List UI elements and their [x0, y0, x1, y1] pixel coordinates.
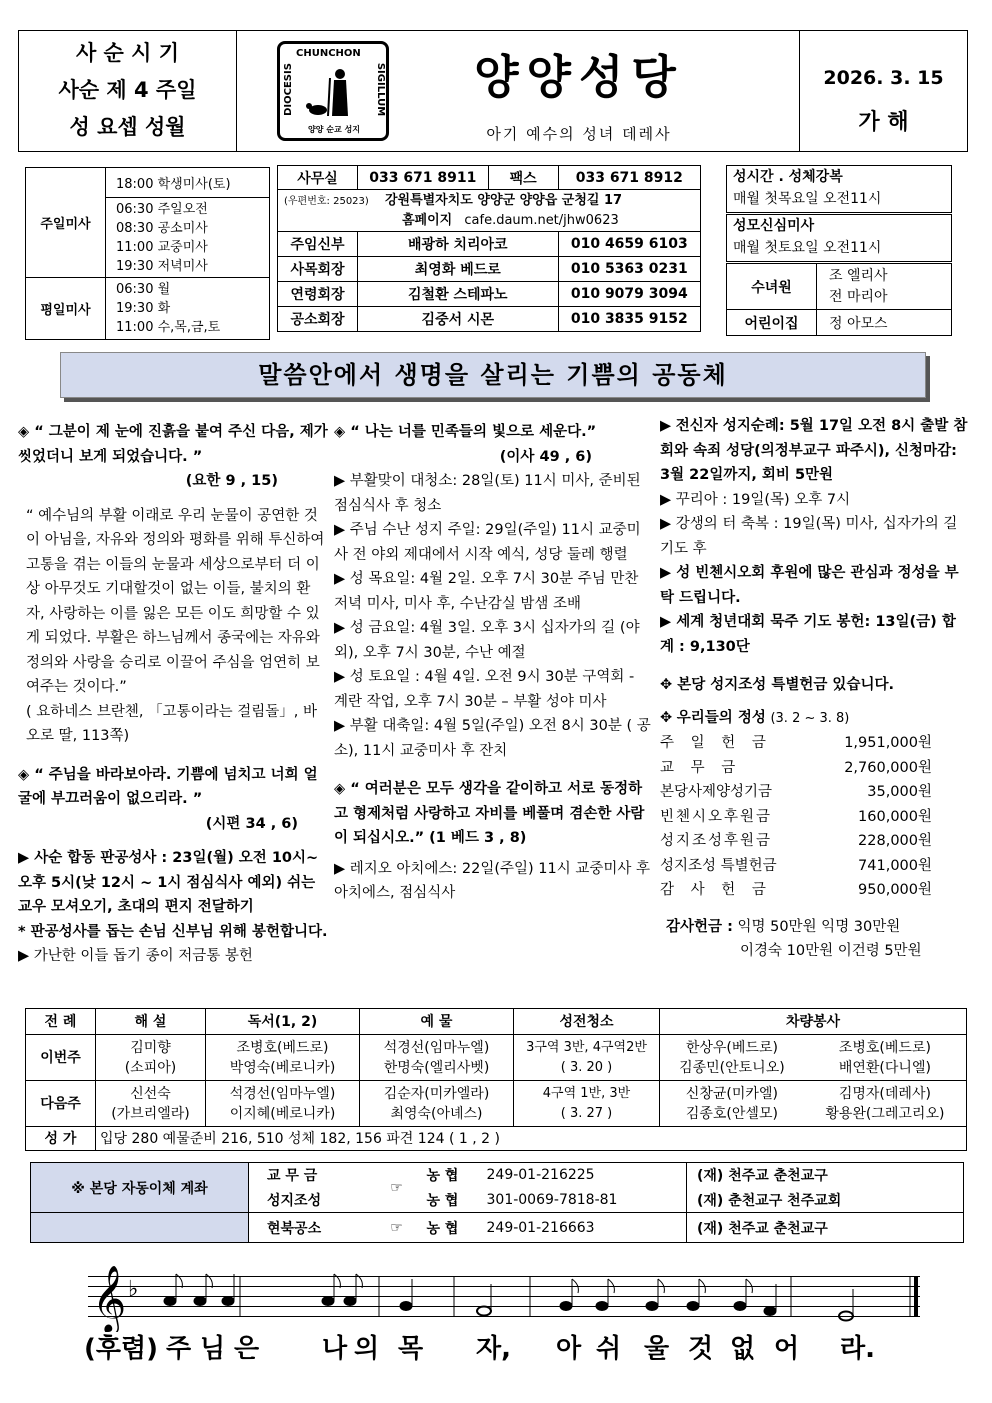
cleaning: 3구역 3반, 4구역2반 ( 3. 20 ) — [514, 1035, 660, 1081]
account-purpose: 현북공소 — [249, 1213, 367, 1243]
sister-name: 조 엘리사 — [829, 267, 888, 284]
cross-icon: ✥ — [660, 677, 673, 693]
account-holder: (재) 천주교 춘천교구 — [687, 1163, 964, 1188]
table-row — [26, 1081, 967, 1127]
notice-item: ▶ 강생의 터 축복 : 19일(목) 미사, 십자가의 길 기도 후 — [660, 516, 958, 557]
triangle-icon: ▶ — [660, 565, 672, 581]
bank-name: 농 협 — [427, 1188, 487, 1213]
notice-item: ▶ 성 토요일 : 4월 4일. 오전 9시 30분 구역회 - 계란 작업, 오후 7시 30분 – 부활 성야 미사 — [334, 669, 635, 710]
lyric-syllable: 울 — [644, 1334, 670, 1364]
hand-icon: ☞ — [367, 1213, 427, 1243]
diamond-icon: ◈ — [18, 424, 30, 440]
fax-phone: 033 671 8912 — [558, 166, 700, 190]
thanks-donors-2: 이경숙 10만원 이건령 5만원 — [740, 943, 922, 959]
office-label: 사무실 — [278, 166, 358, 190]
offering-table — [660, 731, 932, 903]
refrain-score — [0, 1262, 992, 1392]
offering-amount: 741,000원 — [858, 857, 932, 874]
contact-phone: 010 3835 9152 — [558, 307, 700, 332]
contact-role: 주임신부 — [278, 232, 358, 257]
mass-time: 06:30 주일오전 — [116, 201, 208, 217]
address-cell — [278, 190, 701, 232]
triangle-icon: ▶ — [334, 860, 346, 877]
notice-item: ▶ 주님 수난 성지 주일: 29일(주일) 11시 교중미사 전 야외 제대에서 시작 예식, 성당 둘레 행렬 — [334, 522, 641, 563]
seal-text-left: DIOCESIS — [282, 63, 294, 116]
diocese-seal — [277, 41, 389, 141]
svg-text:♭: ♭ — [128, 1277, 139, 1302]
contact-name: 최영화 베드로 — [358, 257, 559, 282]
marian-mass-box — [726, 214, 952, 262]
parish-motto-banner: 말씀안에서 생명을 살리는 기쁨의 공동체 — [60, 352, 926, 398]
notice-item: ▶ 전신자 성지순례: 5월 17일 오전 8시 출발 참회와 속죄 성당(의정부교구 파주시), 신청마감: 3월 22일까지, 회비 5만원 — [660, 418, 968, 483]
scripture-quote: ◈ “ 여러분은 모두 생각을 같이하고 서로 동정하고 형제처럼 사랑하고 자비를 베풀며 겸손한 사람이 되십시오.” (1 베드 3 , 8) — [334, 781, 645, 846]
bank-name: 농 협 — [427, 1213, 487, 1243]
marian-mass-title: 성모신심미사 — [733, 218, 815, 234]
convent-label: 수녀원 — [727, 264, 817, 310]
thanks-donors: 감사헌금 : 익명 50만원 익명 30만원 — [666, 918, 901, 935]
hymn-label: 성 가 — [26, 1127, 96, 1151]
staff-table — [726, 263, 952, 336]
refrain-lyrics — [84, 1328, 924, 1368]
duty-header: 전 례 — [26, 1009, 96, 1035]
scripture-quote: ◈ “ 주님을 바라보아라. 기쁨에 넘치고 너희 얼굴에 부끄러움이 없으리라. ” — [18, 766, 318, 807]
account-number: 301-0069-7818-81 — [487, 1188, 687, 1213]
notice-item: ▶ 부활 대축일: 4월 5일(주일) 오전 8시 30분 ( 공소), 11시 교중미사 후 잔치 — [334, 718, 651, 759]
account-number: 249-01-216225 — [487, 1163, 687, 1188]
triangle-icon: ▶ — [18, 850, 30, 866]
duty-header: 독서(1, 2) — [206, 1009, 360, 1035]
lyric-syllable: 자, — [476, 1334, 511, 1364]
scripture-ref: (시편 34 , 6) — [205, 815, 298, 832]
music-notes — [88, 1262, 928, 1332]
seal-text-top: CHUNCHON — [296, 48, 361, 59]
sisters-cell — [817, 264, 952, 310]
offering-label: 본당사제양성기금 — [660, 784, 773, 800]
sunday-mass-times — [106, 198, 270, 278]
drivers: 신창균(미카엘) 김종호(안셀모) — [660, 1081, 804, 1127]
account-number: 249-01-216663 — [487, 1213, 687, 1243]
svg-text:𝄞: 𝄞 — [92, 1264, 127, 1332]
sunday-mass-label: 주일미사 — [26, 168, 106, 278]
lyric-syllable: 의 — [354, 1334, 380, 1364]
marian-mass-time: 매월 첫토요일 오전11시 — [733, 240, 882, 256]
address: 강원특별자치도 양양군 양양읍 군청길 17 — [384, 193, 623, 208]
offering-amount: 35,000원 — [867, 784, 932, 800]
notice-item: ▶ 부활맞이 대청소: 28일(토) 11시 미사, 준비된 점심식사 후 청소 — [334, 473, 641, 514]
offering-amount: 1,951,000원 — [844, 735, 932, 751]
diamond-icon: ◈ — [334, 781, 346, 797]
year-cycle: 가 해 — [858, 110, 909, 135]
seal-text-bottom: 양양 순교 성지 — [308, 125, 360, 134]
office-phone: 033 671 8911 — [358, 166, 489, 190]
holy-hour-box — [726, 165, 952, 213]
special-collection: ✥ 본당 성지조성 특별헌금 있습니다. — [660, 677, 894, 693]
offering-label: 감 사 헌 금 — [660, 882, 772, 898]
lyric-syllable: (후렴) — [84, 1334, 158, 1364]
bank-accounts — [30, 1162, 964, 1243]
holy-hour-time: 매월 첫목요일 오전11시 — [733, 191, 882, 207]
week-label: 이번주 — [26, 1035, 96, 1081]
season-line: 사 순 시 기 — [75, 41, 180, 65]
account-holder: (재) 천주교 춘천교구 — [687, 1213, 964, 1243]
church-name: 양양성당 — [474, 50, 684, 104]
account-purpose: 교 무 금 — [249, 1163, 367, 1188]
notice-item: ▶ 성 빈첸시오회 후원에 많은 관심과 정성을 부탁 드립니다. — [660, 565, 959, 606]
lyric-syllable: 쉬 — [596, 1334, 622, 1364]
lyric-syllable: 주 — [166, 1334, 192, 1364]
contact-phone: 010 9079 3094 — [558, 282, 700, 307]
readers: 석경선(임마누엘) 이지혜(베로니카) — [206, 1081, 360, 1127]
reflection-text: “ 예수님의 부활 이래로 우리 눈물이 공연한 것이 아님을, 자유와 정의와 평화를 위해 투신하여 고통을 겪는 이들의 눈물과 세상으로부터 더 이상 아무것도 기대할것이 없는 이들, 불치의 환자, 사랑하는 이를 잃은 모든 이도 희망할 수 있게 되었다. 부활은 하느님께서 종국에는 자유와 정의와 사랑을 승리로 이끌어 주심을 엄연히 보여주는 것이다.” — [26, 507, 325, 695]
fax-label: 팩스 — [488, 166, 558, 190]
mass-time: 08:30 공소미사 — [116, 220, 208, 236]
hand-icon: ☞ — [367, 1163, 427, 1213]
duty-header: 해 설 — [96, 1009, 206, 1035]
kindergarten-label: 어린이집 — [727, 310, 817, 336]
contact-name: 김철환 스테파노 — [358, 282, 559, 307]
column-left — [18, 420, 328, 969]
table-row — [26, 1035, 967, 1081]
triangle-icon: ▶ — [334, 522, 346, 538]
notice-item: ▶ 성 목요일: 4월 2일. 오후 7시 30분 주님 만찬 저녁 미사, 미사 후, 수난감실 밤샘 조배 — [334, 571, 639, 612]
offering-amount: 228,000원 — [858, 833, 932, 849]
offertory: 석경선(임마누엘) 한명숙(엘리사벳) — [360, 1035, 514, 1081]
homepage-link[interactable]: cafe.daum.net/jhw0623 — [464, 213, 619, 228]
contact-role: 연령회장 — [278, 282, 358, 307]
weekday-mass-label: 평일미사 — [26, 278, 106, 340]
offering-label: 성지조성후원금 — [660, 833, 773, 849]
lyric-syllable: 없 — [730, 1334, 756, 1364]
commentator: 신선숙 (가브리엘라) — [96, 1081, 206, 1127]
mass-schedule — [25, 167, 270, 340]
triangle-icon: ▶ — [334, 620, 346, 636]
diamond-icon: ◈ — [334, 424, 346, 440]
lyric-syllable: 목 — [398, 1334, 424, 1364]
church-patron: 아기 예수의 성녀 데레사 — [486, 125, 672, 143]
shepherd-icon — [304, 64, 364, 120]
lyric-syllable: 어 — [774, 1334, 800, 1364]
contact-name: 배광하 치리아코 — [358, 232, 559, 257]
bulletin-date: 2026. 3. 15 — [823, 67, 944, 89]
mass-time: 06:30 월 — [116, 282, 171, 297]
triangle-icon: ▶ — [660, 516, 672, 532]
triangle-icon: ▶ — [334, 718, 346, 734]
cross-icon: ✥ — [660, 709, 673, 726]
commentator: 김미향 (소피아) — [96, 1035, 206, 1081]
contact-name: 김중서 시몬 — [358, 307, 559, 332]
lyric-syllable: 은 — [234, 1334, 260, 1364]
contact-phone: 010 4659 6103 — [558, 232, 700, 257]
office-contacts — [277, 165, 701, 332]
weekday-mass-times — [106, 278, 270, 340]
lyric-syllable: 것 — [688, 1334, 714, 1364]
lyric-syllable: 님 — [200, 1334, 226, 1364]
postal-code: (우편번호: 25023) — [284, 196, 369, 207]
offering-amount: 950,000원 — [858, 882, 932, 898]
readers: 조병호(베드로) 박영숙(베로니카) — [206, 1035, 360, 1081]
contact-role: 사목회장 — [278, 257, 358, 282]
ministry-duty-table — [25, 1008, 967, 1151]
drivers: 조병호(베드로) 배연환(다니엘) — [804, 1035, 967, 1081]
triangle-icon: ▶ — [334, 571, 346, 587]
column-right — [660, 414, 970, 964]
triangle-icon: ▶ — [334, 473, 346, 489]
scripture-ref: (이사 49 , 6) — [499, 448, 592, 465]
offering-label: 주 일 헌 금 — [660, 735, 772, 751]
bulletin-header — [18, 30, 968, 152]
triangle-icon: ▶ — [660, 614, 672, 630]
column-middle — [334, 420, 652, 906]
mass-time: 19:30 화 — [116, 301, 171, 316]
mass-time: 19:30 저녁미사 — [116, 258, 208, 274]
offering-amount: 2,760,000원 — [844, 759, 932, 776]
scripture-quote: ◈ “ 그분이 제 눈에 진흙을 붙여 주신 다음, 제가 씻었더니 보게 되었습니다. ” — [18, 424, 328, 465]
drivers: 김명자(데레사) 황용완(그레고리오) — [804, 1081, 967, 1127]
diamond-icon: ◈ — [18, 766, 30, 783]
kindergarten-name: 정 아모스 — [817, 310, 952, 336]
notice-item: ▶ 가난한 이들 돕기 종이 저금통 봉헌 — [18, 948, 253, 964]
triangle-icon: ▶ — [660, 418, 672, 434]
lyric-syllable: 아 — [556, 1334, 582, 1364]
seal-text-right: SIGILLUM — [375, 62, 387, 117]
duty-header: 예 물 — [360, 1009, 514, 1035]
drivers: 한상우(베드로) 김종민(안토니오) — [660, 1035, 804, 1081]
offering-label: 성지조성 특별헌금 — [660, 857, 777, 874]
student-mass: 18:00 학생미사(토) — [106, 168, 270, 198]
notice-item: ▶ 성 금요일: 4월 3일. 오후 3시 십자가의 길 (야외), 오후 7시 30분, 수난 예절 — [334, 620, 640, 661]
notice-item: ▶ 꾸리아 : 19일(목) 오후 7시 — [660, 491, 851, 508]
account-title: ※ 본당 자동이체 계좌 — [31, 1163, 249, 1213]
duty-header: 성전청소 — [514, 1009, 660, 1035]
month-line: 성 요셉 성월 — [69, 115, 186, 139]
cleaning: 4구역 1반, 3반 ( 3. 27 ) — [514, 1081, 660, 1127]
sister-name: 전 마리아 — [829, 288, 888, 305]
lyric-syllable: 라. — [840, 1334, 875, 1364]
offering-heading: ✥ 우리들의 정성 (3. 2 ~ 3. 8) — [660, 709, 850, 726]
notice-item: ▶ 세계 청년대회 묵주 기도 봉헌: 13일(금) 합 계 : 9,130단 — [660, 614, 956, 655]
mass-time: 11:00 수,목,금,토 — [116, 320, 221, 335]
scripture-quote: ◈ “ 나는 너를 민족들의 빛으로 세운다.” — [334, 424, 597, 440]
notice-item: ▶ 레지오 아치에스: 22일(주일) 11시 교중미사 후 아치에스, 점심식사 — [334, 860, 651, 901]
triangle-icon: ▶ — [18, 948, 30, 964]
triangle-icon: ▶ — [334, 669, 346, 685]
offering-amount: 160,000원 — [858, 808, 932, 825]
account-purpose: 성지조성 — [249, 1188, 367, 1213]
lyric-syllable: 나 — [322, 1334, 348, 1364]
account-holder: (재) 춘천교구 천주교회 — [687, 1188, 964, 1213]
mass-time: 11:00 교중미사 — [116, 239, 208, 255]
offering-label: 교 무 금 — [660, 759, 742, 776]
date-box — [799, 31, 967, 151]
sunday-line: 사순 제 4 주일 — [58, 78, 197, 102]
holy-hour-title: 성시간 . 성체강복 — [733, 169, 843, 185]
duty-header: 차량봉사 — [660, 1009, 967, 1035]
week-label: 다음주 — [26, 1081, 96, 1127]
liturgical-season-box — [19, 31, 237, 151]
offering-label: 빈첸시오후원금 — [660, 808, 773, 825]
triangle-icon: ▶ — [660, 491, 672, 508]
homepage-label: 홈페이지 — [402, 213, 453, 228]
offertory: 김순자(미카엘라) 최영숙(아녜스) — [360, 1081, 514, 1127]
bank-name: 농 협 — [427, 1163, 487, 1188]
notice-item: ▶ 사순 합동 판공성사 : 23일(월) 오전 10시~ 오후 5시(낮 12시 ~ 1시 점심식사 예외) 쉬는 교우 모셔오기, 초대의 편지 전달하기 — [18, 850, 319, 915]
contact-phone: 010 5363 0231 — [558, 257, 700, 282]
notice-item: * 판공성사를 돕는 손님 신부님 위해 봉헌합니다. — [18, 923, 328, 940]
contact-role: 공소회장 — [278, 307, 358, 332]
reflection-source: ( 요하네스 브란첸, 「고통이라는 걸림돌」, 바오로 딸, 113쪽) — [26, 703, 318, 744]
hymn-numbers: 입당 280 예물준비 216, 510 성체 182, 156 파견 124 ( 1 , 2 ) — [96, 1127, 967, 1151]
scripture-ref: (요한 9 , 15) — [185, 473, 278, 489]
